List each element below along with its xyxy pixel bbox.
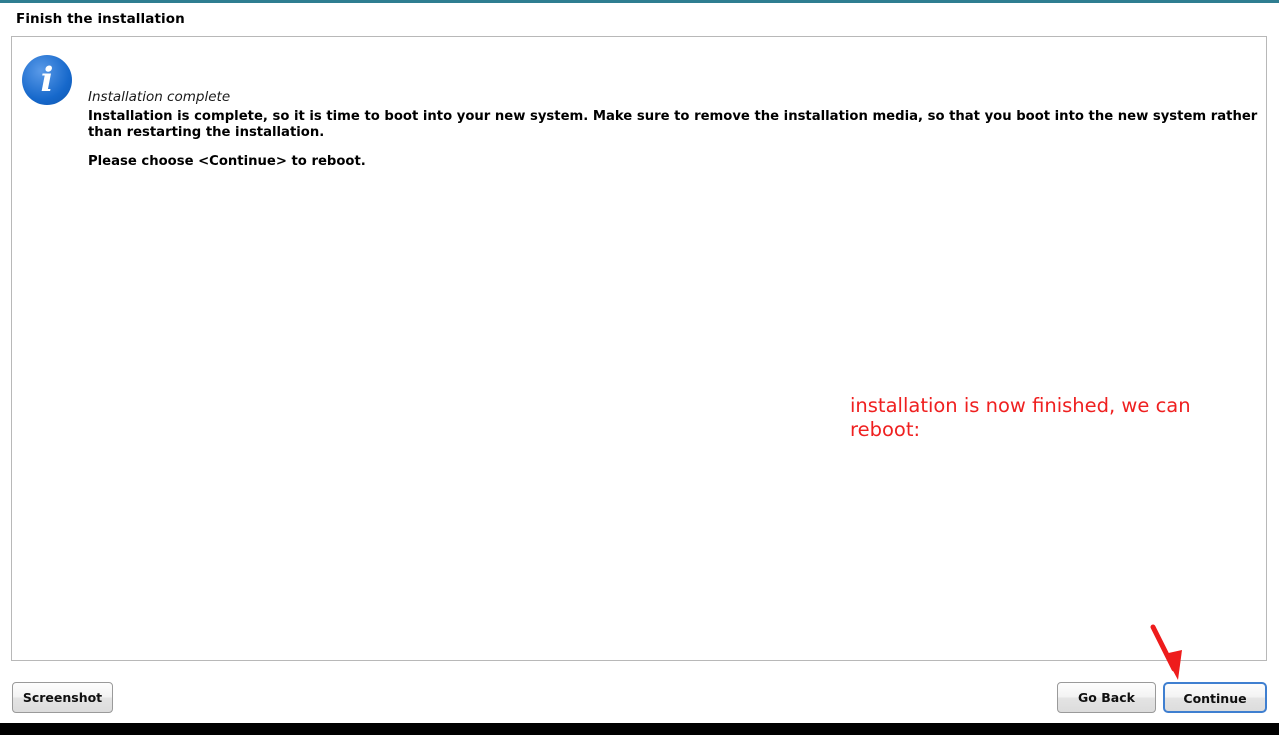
page-title: Finish the installation [16, 11, 185, 27]
annotation-text: installation is now finished, we can reboot: [850, 394, 1191, 441]
installer-content-panel [11, 36, 1267, 661]
continue-button[interactable]: Continue [1163, 682, 1267, 713]
window-accent-rule [0, 0, 1279, 3]
screenshot-button[interactable]: Screenshot [12, 682, 113, 713]
go-back-button[interactable]: Go Back [1057, 682, 1156, 713]
message-heading: Installation complete [88, 89, 231, 105]
message-prompt: Please choose <Continue> to reboot. [88, 154, 366, 169]
message-body: Installation is complete, so it is time to boot into your new system. Make sure to remove the installation media, so that you boot into the new system rather than restarting the installation. [88, 109, 1258, 140]
info-icon [22, 55, 72, 105]
bottom-bar [0, 723, 1279, 735]
info-icon-glyph: i [40, 60, 54, 100]
